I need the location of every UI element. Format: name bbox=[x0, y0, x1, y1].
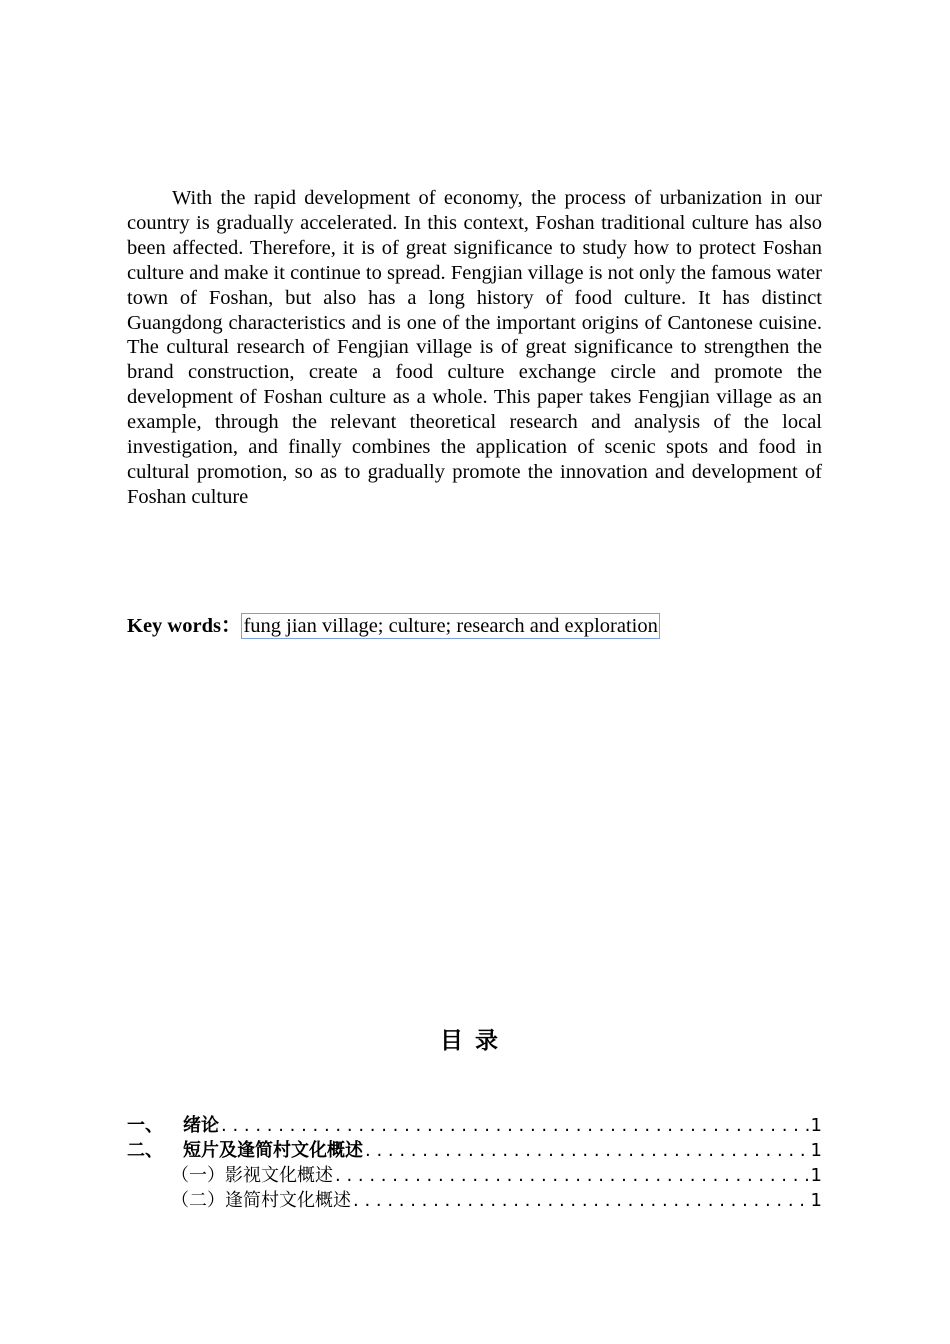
toc-entry-page: 1 bbox=[810, 1115, 822, 1136]
toc-entry-page: 1 bbox=[810, 1190, 822, 1211]
toc-entry-page: 1 bbox=[810, 1140, 822, 1161]
toc-entry-title: （二）逢简村文化概述 bbox=[171, 1190, 351, 1211]
toc-leader-dots bbox=[333, 1163, 811, 1188]
toc-leader-dots bbox=[363, 1138, 811, 1163]
keywords-value-field[interactable]: fung jian village; culture; research and exploration bbox=[243, 615, 658, 637]
toc-entry[interactable] bbox=[127, 1163, 822, 1188]
toc-entry-number: 一、 bbox=[127, 1115, 163, 1136]
toc-entry[interactable] bbox=[127, 1188, 822, 1213]
toc-entry-title: （一）影视文化概述 bbox=[171, 1165, 333, 1186]
toc-entry[interactable] bbox=[127, 1113, 822, 1138]
toc-entry-title: 绪论 bbox=[183, 1115, 219, 1136]
toc-leader-dots bbox=[351, 1188, 811, 1213]
toc-entry-page: 1 bbox=[810, 1165, 822, 1186]
keywords-line bbox=[127, 613, 660, 639]
keywords-label: Key words： bbox=[127, 615, 242, 637]
toc-entry-number: 二、 bbox=[127, 1140, 163, 1161]
toc-entry[interactable] bbox=[127, 1138, 822, 1163]
toc-title: 目录 bbox=[440, 1028, 510, 1054]
abstract-paragraph: With the rapid development of economy, the process of urbanization in our country is gradually accelerated. In this context, Foshan traditional culture has also been affected. Therefore, it is of great significance to study how to protect Foshan culture and make it continue to spread. Fengjian village is not only the famous water town of Foshan, but also has a long history of food culture. It has distinct Guangdong characteristics and is one of the important origins of Cantonese cuisine. The cultural research of Fengjian village is of great significance to strengthen the brand construction, create a food culture exchange circle and promote the development of Foshan culture as a whole. This paper takes Fengjian village as an example, through the relevant theoretical research and analysis of the local investigation, and finally combines the application of scenic spots and food in cultural promotion, so as to gradually promote the innovation and development of Foshan culture bbox=[127, 187, 822, 508]
toc-entry-title: 短片及逢简村文化概述 bbox=[183, 1140, 363, 1161]
table-of-contents bbox=[127, 1113, 822, 1213]
toc-leader-dots bbox=[219, 1113, 811, 1138]
